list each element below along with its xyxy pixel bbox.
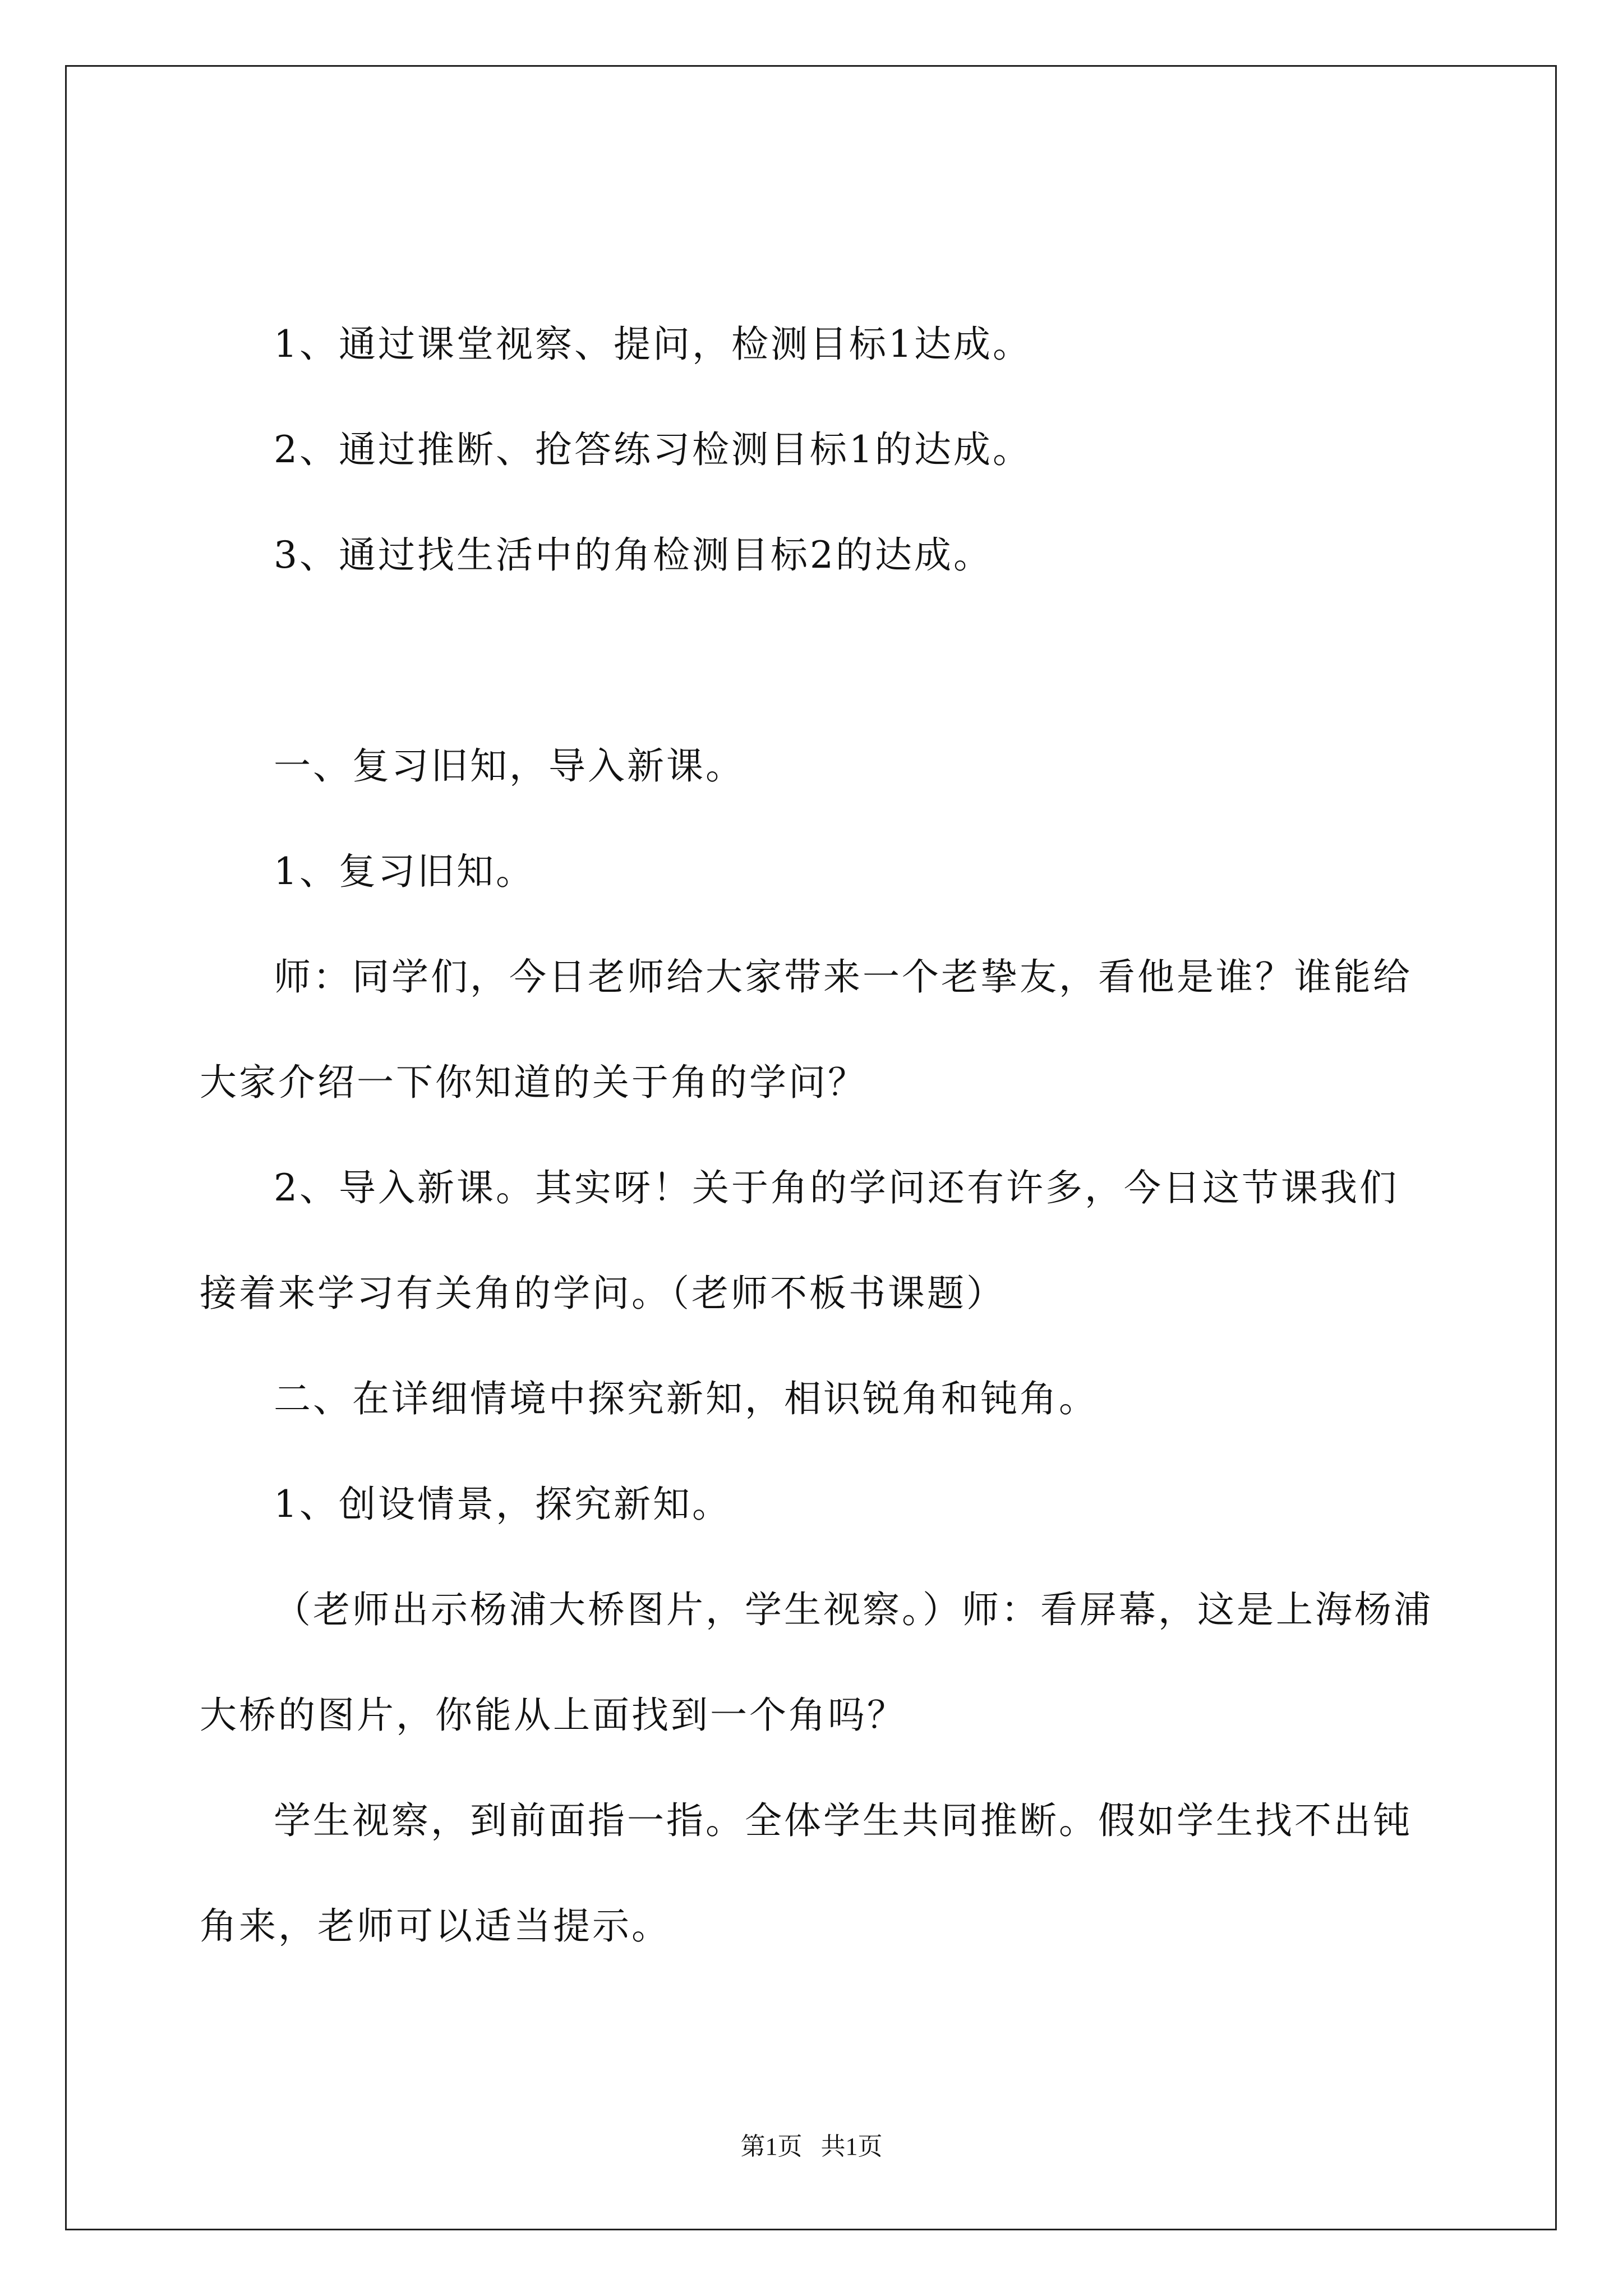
page-footer bbox=[0, 2126, 1623, 2162]
section-gap bbox=[200, 608, 1433, 714]
document-body bbox=[200, 292, 1433, 1979]
paragraph: （老师出示杨浦大桥图片，学生视察。）师：看屏幕，这是上海杨浦大桥的图片，你能从上面找到一个角吗？ bbox=[200, 1588, 1433, 1737]
paragraph: 1、创设情景，探究新知。 bbox=[274, 1483, 731, 1526]
paragraph: 2、通过推断、抢答练习检测目标1的达成。 bbox=[274, 428, 1032, 471]
page-number: 第1页 bbox=[740, 2133, 803, 2160]
paragraph: 1、通过课堂视察、提问，检测目标1达成。 bbox=[274, 323, 1032, 366]
section-heading: 一、复习旧知，导入新课。 bbox=[274, 744, 745, 788]
paragraph: 1、复习旧知。 bbox=[274, 850, 535, 893]
paragraph: 2、导入新课。其实呀！关于角的学问还有许多，今日这节课我们接着来学习有关角的学问。（老师不板书课题） bbox=[200, 1166, 1399, 1315]
page-total: 共1页 bbox=[820, 2133, 883, 2160]
paragraph: 3、通过找生活中的角检测目标2的达成。 bbox=[274, 533, 993, 577]
paragraph: 学生视察，到前面指一指。全体学生共同推断。假如学生找不出钝角来，老师可以适当提示。 bbox=[200, 1799, 1412, 1948]
paragraph: 师：同学们，今日老师给大家带来一个老挚友，看他是谁？谁能给大家介绍一下你知道的关于角的学问？ bbox=[200, 955, 1412, 1104]
section-heading: 二、在详细情境中探究新知，相识锐角和钝角。 bbox=[274, 1377, 1098, 1420]
